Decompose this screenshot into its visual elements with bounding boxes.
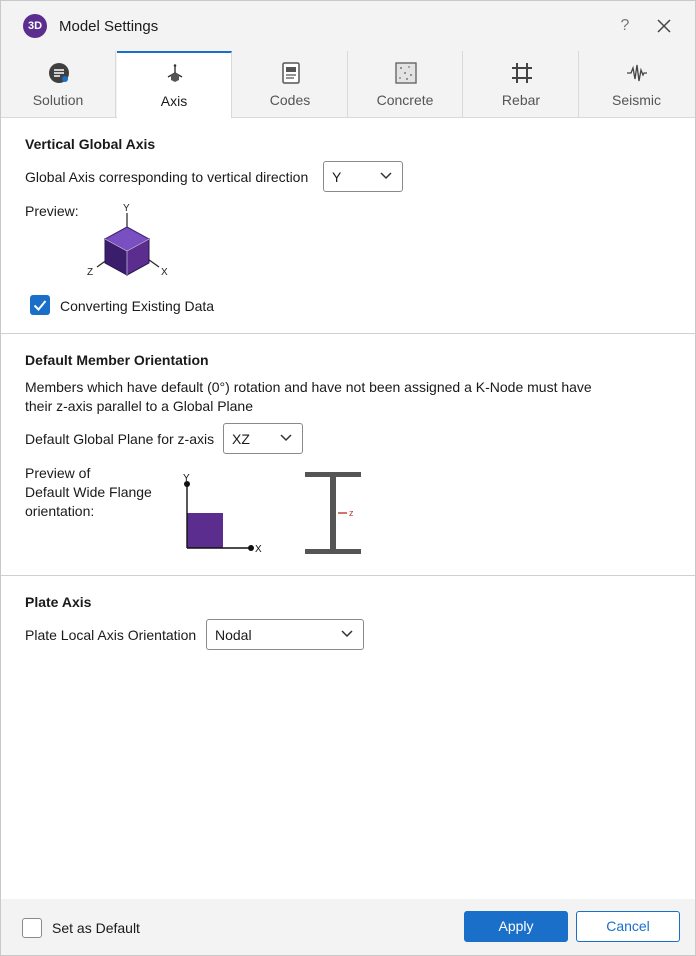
cancel-button[interactable]: Cancel bbox=[576, 911, 680, 942]
app-logo: 3D bbox=[23, 14, 47, 38]
flange-axis-z: z bbox=[349, 508, 354, 518]
preview-label: Preview: bbox=[25, 203, 79, 219]
set-default-label: Set as Default bbox=[52, 920, 140, 936]
global-axis-select[interactable] bbox=[323, 161, 403, 192]
global-plane-label: Default Global Plane for z-axis bbox=[25, 431, 215, 447]
converting-data-label: Converting Existing Data bbox=[60, 298, 215, 314]
tab-seismic[interactable] bbox=[579, 51, 694, 117]
preview-axis-x: X bbox=[161, 267, 168, 278]
tab-label: Rebar bbox=[501, 92, 541, 108]
tab-label: Solution bbox=[32, 92, 84, 108]
checkmark-icon bbox=[30, 295, 50, 315]
solution-icon bbox=[48, 62, 70, 84]
vertical-axis-section bbox=[1, 118, 695, 334]
wide-flange-preview-line1: Preview of bbox=[25, 465, 91, 481]
global-plane-select[interactable] bbox=[223, 423, 303, 454]
wide-flange-icon bbox=[301, 470, 367, 556]
close-icon bbox=[652, 13, 676, 39]
plane-axis-y: Y bbox=[183, 473, 190, 484]
seismic-icon bbox=[626, 62, 648, 84]
tab-label: Axis bbox=[160, 93, 188, 109]
tab-bar bbox=[1, 51, 695, 118]
dialog-footer bbox=[1, 899, 695, 955]
global-axis-value: Y bbox=[332, 169, 342, 185]
converting-data-checkbox[interactable] bbox=[30, 295, 50, 315]
global-plane-value: XZ bbox=[232, 431, 250, 447]
axis-icon bbox=[164, 63, 186, 85]
global-axis-label: Global Axis corresponding to vertical direction bbox=[25, 169, 309, 185]
tab-label: Seismic bbox=[611, 92, 661, 108]
axis-preview-graphic bbox=[83, 201, 175, 281]
chevron-down-icon bbox=[280, 434, 292, 442]
section-heading: Plate Axis bbox=[25, 594, 92, 610]
concrete-icon bbox=[395, 62, 417, 84]
section-heading: Default Member Orientation bbox=[25, 352, 209, 368]
codes-icon bbox=[280, 62, 302, 84]
plate-axis-section bbox=[1, 576, 695, 676]
title-bar bbox=[1, 1, 695, 51]
tab-label: Concrete bbox=[376, 92, 434, 108]
wide-flange-preview-line2: Default Wide Flange bbox=[25, 484, 152, 500]
tab-solution[interactable] bbox=[1, 51, 116, 117]
plane-axis-x: X bbox=[255, 544, 262, 555]
set-default-checkbox[interactable] bbox=[22, 918, 42, 938]
close-button[interactable] bbox=[652, 13, 676, 39]
orientation-description-line1: Members which have default (0°) rotation and have not been assigned a K-Node must have bbox=[25, 379, 592, 395]
plane-preview-graphic bbox=[179, 470, 269, 556]
rebar-icon bbox=[511, 62, 533, 84]
section-heading: Vertical Global Axis bbox=[25, 136, 156, 152]
chevron-down-icon bbox=[341, 630, 353, 638]
tab-codes[interactable] bbox=[233, 51, 348, 117]
apply-button[interactable]: Apply bbox=[464, 911, 568, 942]
tab-axis[interactable] bbox=[117, 51, 232, 118]
help-button[interactable]: ? bbox=[620, 17, 630, 34]
orientation-description-line2: their z-axis parallel to a Global Plane bbox=[25, 398, 254, 414]
plate-orientation-label: Plate Local Axis Orientation bbox=[25, 627, 197, 643]
tab-label: Codes bbox=[269, 92, 311, 108]
chevron-down-icon bbox=[380, 172, 392, 180]
plate-orientation-value: Nodal bbox=[215, 627, 252, 643]
dialog-title: Model Settings bbox=[59, 18, 159, 35]
preview-axis-z: Z bbox=[87, 267, 94, 278]
tab-concrete[interactable] bbox=[348, 51, 463, 117]
member-orientation-section bbox=[1, 334, 695, 576]
tab-rebar[interactable] bbox=[464, 51, 579, 117]
plate-orientation-select[interactable] bbox=[206, 619, 364, 650]
preview-axis-y: Y bbox=[123, 203, 130, 214]
wide-flange-preview-line3: orientation: bbox=[25, 503, 95, 519]
